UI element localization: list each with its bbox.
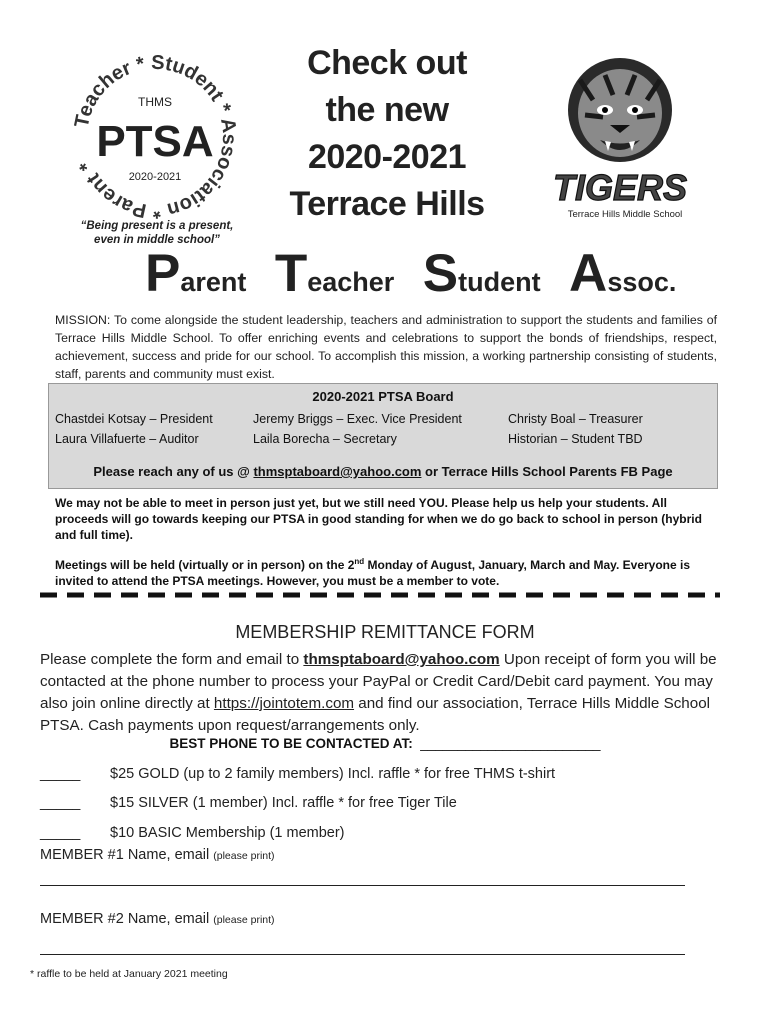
form-title: MEMBERSHIP REMITTANCE FORM xyxy=(235,622,535,642)
tier-basic-checkbox[interactable]: _____ xyxy=(40,825,81,841)
tier-gold xyxy=(40,766,555,782)
tier-silver xyxy=(40,795,457,811)
mission-statement: MISSION: To come alongside the student leadership, teachers and administration to support the students and families of Terrace Hills Middle School. To offer enriching events and celebrations to support the bonds of friendships, respect, achievement, success and pride for our school. To accomplish this mission, a working partnership consisting of students, staff, parents and community must exist. xyxy=(55,313,717,381)
form-intro xyxy=(40,649,730,737)
headline-line3: 2020-2021 xyxy=(307,138,467,176)
form-intro-c: and find our association, Terrace Hills Middle School PTSA. Cash payments upon request/arrangements only. xyxy=(40,695,711,734)
title-a-cap: A xyxy=(569,244,608,303)
notice-meetings-sup: nd xyxy=(354,557,365,566)
form-intro-a: Please complete the form and email to xyxy=(40,651,304,668)
board-contact xyxy=(49,464,717,479)
headline-line4: Terrace Hills xyxy=(289,185,485,223)
logo-caption-line1: “Being present is a present, xyxy=(80,220,234,232)
logo-caption xyxy=(72,219,242,247)
tier-silver-label: $15 SILVER (1 member) Incl. raffle * for free Tiger Tile xyxy=(110,795,457,811)
member1-print-note: (please print) xyxy=(213,850,275,862)
cut-line-divider xyxy=(40,588,720,602)
headline-line1: Check out xyxy=(307,44,467,82)
notice-meetings-after: Monday of August, January, March and May. Everyone is invited to attend the PTSA meetings. However, you must be a member to vote. xyxy=(55,558,691,588)
phone-row xyxy=(0,736,770,751)
notice-meetings-before: Meetings will be held (virtually or in person) on the 2 xyxy=(55,558,355,572)
member1-label-text: MEMBER #1 Name, email xyxy=(40,847,214,863)
member2-input-line[interactable] xyxy=(40,939,685,955)
title-a-rest: ssoc. xyxy=(607,267,677,297)
tier-gold-checkbox[interactable]: _____ xyxy=(40,766,81,782)
title-p-rest: arent xyxy=(180,267,247,297)
board-email-link[interactable]: thmsptaboard@yahoo.com xyxy=(253,464,422,479)
title-p-cap: P xyxy=(145,244,181,303)
tiger-head-icon xyxy=(568,58,672,162)
board-member: Chastdei Kotsay – President xyxy=(55,412,213,426)
tiger-word: TIGERS xyxy=(552,167,688,208)
board-member: Historian – Student TBD xyxy=(508,432,643,446)
board-member: Christy Boal – Treasurer xyxy=(508,412,643,426)
member2-print-note: (please print) xyxy=(213,914,275,926)
headline xyxy=(262,40,512,228)
board-contact-suffix: or Terrace Hills School Parents FB Page xyxy=(421,464,673,479)
phone-label: BEST PHONE TO BE CONTACTED AT: xyxy=(169,736,413,751)
tier-gold-label: $25 GOLD (up to 2 family members) Incl. raffle * for free THMS t-shirt xyxy=(110,766,556,782)
board-member: Laila Borecha – Secretary xyxy=(253,432,397,446)
raffle-footnote: * raffle to be held at January 2021 meeting xyxy=(30,968,228,980)
tiger-subtitle: Terrace Hills Middle School xyxy=(567,209,683,220)
logo-name: PTSA xyxy=(96,117,214,166)
board-member: Jeremy Briggs – Exec. Vice President xyxy=(253,412,462,426)
title-t-rest: eacher xyxy=(307,267,395,297)
title-t-cap: T xyxy=(274,244,308,303)
title-s-cap: S xyxy=(422,244,459,303)
board-box xyxy=(48,383,718,489)
logo-caption-line2: even in middle school” xyxy=(94,234,220,246)
member2-label-text: MEMBER #2 Name, email xyxy=(40,911,214,927)
ptsa-title xyxy=(145,244,677,306)
phone-blank[interactable]: ________________________ xyxy=(420,736,601,751)
member2-label xyxy=(40,911,275,927)
logo-ring-text: Teacher * Student * Association * Parent * xyxy=(70,52,240,222)
form-intro-b: Upon receipt of form you will be contacted at the phone number to process your PayPal or Credit Card/Debit card payment. You may also join online directly at xyxy=(40,651,717,712)
ptsa-logo xyxy=(70,52,240,222)
tiger-mascot xyxy=(545,55,695,225)
logo-year: 2020-2021 xyxy=(128,171,182,183)
tier-silver-checkbox[interactable]: _____ xyxy=(40,795,81,811)
member1-input-line[interactable] xyxy=(40,870,685,886)
notice-meetings xyxy=(55,554,720,589)
title-s-rest: tudent xyxy=(458,267,541,297)
jointotem-link[interactable]: https://jointotem.com xyxy=(213,695,355,712)
notice-help: We may not be able to meet in person just yet, but we still need YOU. Please help us help your students. All proceeds will go towards keeping our PTSA in good standing for when we do go back to school in person (hybrid and full time). xyxy=(55,496,702,542)
form-email-link[interactable]: thmsptaboard@yahoo.com xyxy=(303,651,500,668)
member1-label xyxy=(40,847,275,863)
board-title: 2020-2021 PTSA Board xyxy=(312,389,454,404)
headline-line2: the new xyxy=(325,91,449,129)
tier-basic-label: $10 BASIC Membership (1 member) xyxy=(110,825,345,841)
board-member: Laura Villafuerte – Auditor xyxy=(55,432,199,446)
board-contact-prefix: Please reach any of us @ xyxy=(93,464,254,479)
tier-basic xyxy=(40,825,345,841)
logo-school: THMS xyxy=(138,95,172,109)
